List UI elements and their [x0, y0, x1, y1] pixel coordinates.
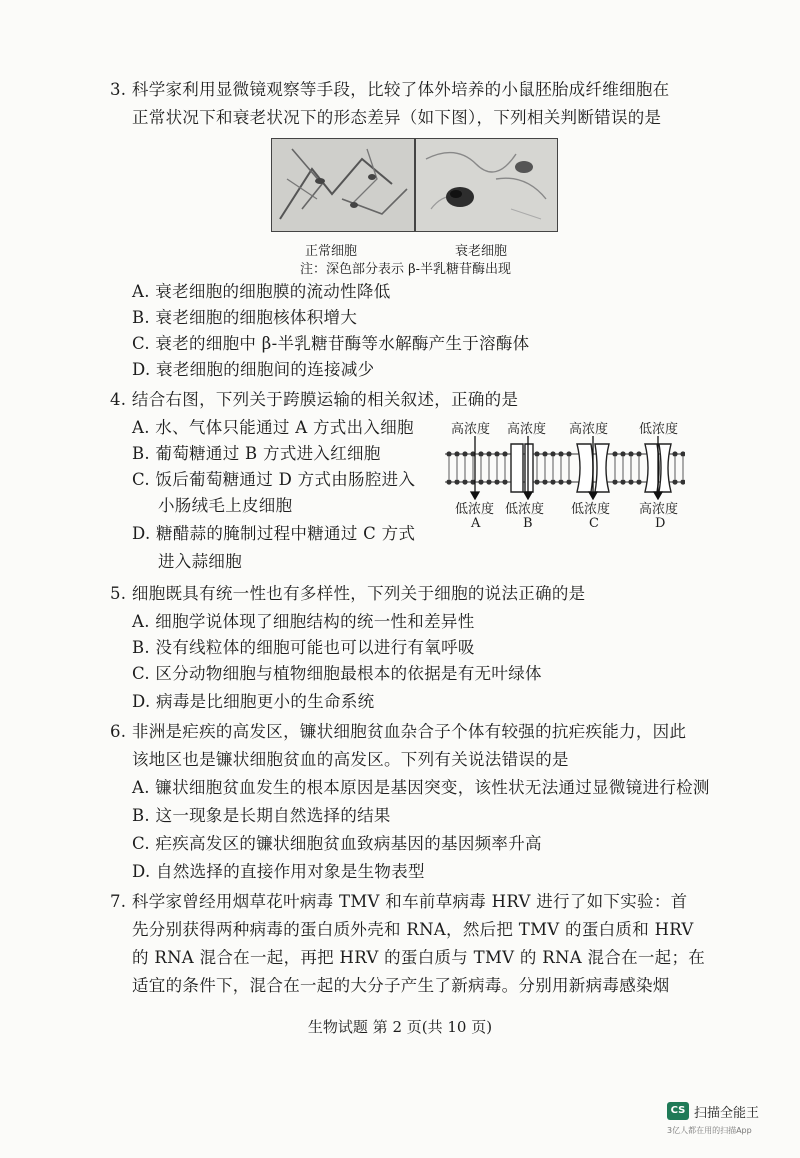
camscanner-logo-icon: CS — [667, 1102, 689, 1120]
q6-stem-line1: 6. 非洲是疟疾的高发区，镰状细胞贫血杂合子个体有较强的抗疟疾能力，因此 — [110, 722, 687, 741]
q4-option-a: A. 水、气体只能通过 A 方式出入细胞 — [132, 418, 414, 437]
letter-a: A — [471, 516, 481, 531]
q6-option-b: B. 这一现象是长期自然选择的结果 — [132, 806, 391, 825]
caption-normal: 正常细胞 — [305, 244, 358, 259]
aging-cell-micrograph — [415, 138, 558, 232]
bottom-label-d: 高浓度 — [639, 502, 679, 517]
q7-line3: 的 RNA 混合在一起，再把 HRV 的蛋白质与 TMV 的 RNA 混合在一起；在 — [132, 948, 706, 967]
caption-note: 注：深色部分表示 β-半乳糖苷酶出现 — [300, 262, 512, 277]
page-footer: 生物试题 第 2 页(共 10 页) — [307, 1018, 493, 1036]
normal-cell-micrograph — [271, 138, 415, 232]
q3-option-a: A. 衰老细胞的细胞膜的流动性降低 — [132, 282, 391, 301]
top-label-b: 高浓度 — [507, 422, 547, 437]
q6-stem-line2: 该地区也是镰状细胞贫血的高发区。下列有关说法错误的是 — [132, 750, 569, 769]
top-label-c: 高浓度 — [569, 422, 609, 437]
q4-option-c-cont: 小肠绒毛上皮细胞 — [158, 496, 293, 515]
letter-b: B — [523, 516, 533, 531]
q3-option-d: D. 衰老细胞的细胞间的连接减少 — [132, 360, 375, 379]
q4-option-d-cont: 进入蒜细胞 — [158, 552, 242, 571]
q6-option-d: D. 自然选择的直接作用对象是生物表型 — [132, 862, 425, 881]
q7-line1: 7. 科学家曾经用烟草花叶病毒 TMV 和车前草病毒 HRV 进行了如下实验：首 — [110, 892, 688, 911]
membrane-transport-diagram — [445, 418, 685, 536]
top-label-a: 高浓度 — [451, 422, 491, 437]
top-label-d: 低浓度 — [639, 422, 679, 437]
watermark-name: 扫描全能王 — [694, 1106, 760, 1121]
q6-option-a: A. 镰状细胞贫血发生的根本原因是基因突变，该性状无法通过显微镜进行检测 — [132, 778, 710, 797]
q7-line2: 先分别获得两种病毒的蛋白质外壳和 RNA，然后把 TMV 的蛋白质和 HRV — [132, 920, 694, 939]
q5-stem: 5. 细胞既具有统一性也有多样性，下列关于细胞的说法正确的是 — [110, 584, 586, 603]
q3-stem-line1: 3. 科学家利用显微镜观察等手段，比较了体外培养的小鼠胚胎成纤维细胞在 — [110, 80, 670, 99]
q3-option-c: C. 衰老的细胞中 β-半乳糖苷酶等水解酶产生于溶酶体 — [132, 334, 530, 353]
q3-stem-line2: 正常状况下和衰老状况下的形态差异（如下图），下列相关判断错误的是 — [132, 108, 662, 127]
q5-option-c: C. 区分动物细胞与植物细胞最根本的依据是有无叶绿体 — [132, 664, 542, 683]
q5-option-b: B. 没有线粒体的细胞可能也可以进行有氧呼吸 — [132, 638, 475, 657]
q3-option-b: B. 衰老细胞的细胞核体积增大 — [132, 308, 358, 327]
letter-c: C — [589, 516, 599, 531]
q4-option-c: C. 饭后葡萄糖通过 D 方式由肠腔进入 — [132, 470, 416, 489]
caption-aging: 衰老细胞 — [455, 244, 508, 259]
bottom-label-b: 低浓度 — [505, 502, 545, 517]
watermark-subtitle: 3亿人都在用的扫描App — [667, 1126, 752, 1135]
q6-option-c: C. 疟疾高发区的镰状细胞贫血致病基因的基因频率升高 — [132, 834, 542, 853]
letter-d: D — [655, 516, 666, 531]
q4-option-d: D. 糖醋蒜的腌制过程中糖通过 C 方式 — [132, 524, 416, 543]
bottom-label-a: 低浓度 — [455, 502, 495, 517]
scanner-watermark — [667, 1102, 787, 1142]
bottom-label-c: 低浓度 — [571, 502, 611, 517]
q5-option-a: A. 细胞学说体现了细胞结构的统一性和差异性 — [132, 612, 475, 631]
q7-line4: 适宜的条件下，混合在一起的大分子产生了新病毒。分别用新病毒感染烟 — [132, 976, 670, 995]
lipid-bilayer — [445, 436, 685, 500]
q4-option-b: B. 葡萄糖通过 B 方式进入红细胞 — [132, 444, 381, 463]
q5-option-d: D. 病毒是比细胞更小的生命系统 — [132, 692, 375, 711]
q4-stem: 4. 结合右图，下列关于跨膜运输的相关叙述，正确的是 — [110, 390, 519, 409]
